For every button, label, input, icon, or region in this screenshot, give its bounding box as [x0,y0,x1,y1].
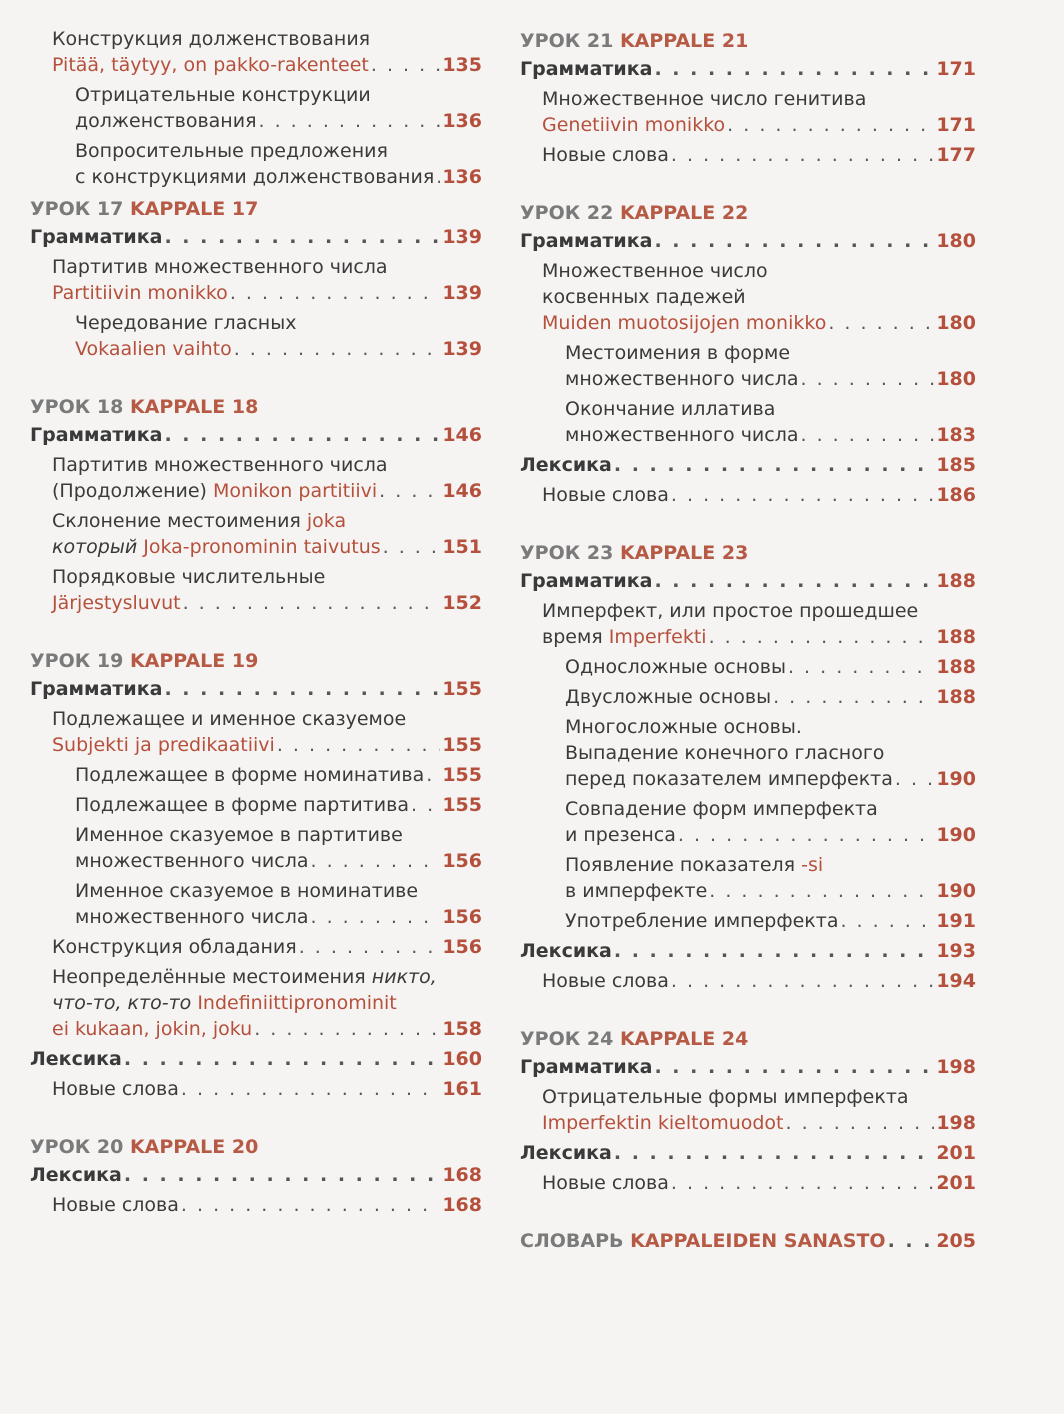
leader-dots [895,766,934,792]
leader-dots [788,654,934,680]
toc-text: УРОК 17 [30,198,124,220]
leader-dots [426,762,440,788]
page-number: 188 [936,686,976,708]
leader-dots [371,52,440,78]
page-number: 201 [936,1142,976,1164]
toc-text: Появление показателя [565,854,796,876]
toc-text: и презенса [565,824,676,846]
toc-text: KAPPALE 20 [129,1136,259,1158]
toc-text: Партитив множественного числа [52,454,388,476]
toc-entry[interactable] [520,340,976,392]
leader-dots [727,112,934,138]
toc-text: Грамматика [30,424,163,446]
toc-entry[interactable] [520,654,976,680]
page-number: 180 [936,368,976,390]
toc-text: joka [306,510,347,532]
toc-text: множественного числа [565,424,799,446]
page-number: 180 [936,312,976,334]
toc-text: Лексика [30,1164,122,1186]
page-number: 190 [936,768,976,790]
page-number: 205 [936,1230,976,1252]
toc-text: Подлежащее в форме партитива [75,794,409,816]
toc-text: KAPPALE 21 [619,30,749,52]
toc-text: Imperfektin kieltomuodot [542,1112,784,1134]
toc-entry[interactable] [30,1162,482,1188]
page-number: 171 [936,58,976,80]
leader-dots [311,848,441,874]
toc-entry[interactable] [30,1046,482,1072]
toc-text: в имперфекте [565,880,708,902]
toc-text: с конструкциями долженствования [75,166,435,188]
toc-text: УРОК 24 [520,1028,614,1050]
page-number: 186 [936,484,976,506]
toc-text: множественного числа [565,368,799,390]
toc-text: Именное сказуемое в партитиве [75,824,403,846]
leader-dots [436,164,440,190]
page-number: 185 [936,454,976,476]
page-number: 155 [442,764,482,786]
leader-dots [709,624,935,650]
toc-text: Лексика [520,940,612,962]
toc-text: KAPPALE 18 [129,396,259,418]
page-number: 156 [442,906,482,928]
toc-entry[interactable] [520,684,976,710]
toc-text: Грамматика [30,678,163,700]
leader-dots [654,228,934,254]
page-number: 190 [936,824,976,846]
toc-text: Отрицательные конструкции [75,84,371,106]
toc-text: Грамматика [520,230,653,252]
page-number: 201 [936,1172,976,1194]
toc-right-column [520,26,976,1256]
toc-entry[interactable] [30,934,482,960]
page-number: 171 [936,114,976,136]
toc-entry[interactable] [30,1076,482,1102]
toc-entry[interactable] [520,86,976,138]
page-number: 160 [442,1048,482,1070]
toc-text: никто, [371,966,437,988]
toc-text: Местоимения в форме [565,342,791,364]
toc-text: Лексика [520,454,612,476]
leader-dots [383,534,441,560]
toc-entry[interactable] [30,82,482,134]
leader-dots [671,482,934,508]
page-number: 135 [442,54,482,76]
toc-entry[interactable] [520,452,976,478]
leader-dots [181,1192,440,1218]
page-number: 146 [442,480,482,502]
toc-text: Подлежащее и именное сказуемое [52,708,407,730]
toc-text: Подлежащее в форме номинатива [75,764,425,786]
page-number: 198 [936,1056,976,1078]
toc-entry[interactable] [30,422,482,448]
page-number: 193 [936,940,976,962]
page-number: 190 [936,880,976,902]
leader-dots [277,732,440,758]
toc-entry[interactable] [520,228,976,254]
page-number: 156 [442,936,482,958]
toc-entry[interactable] [520,396,976,448]
leader-dots [124,1162,440,1188]
toc-text: Конструкция долженствования [52,28,371,50]
toc-entry[interactable] [520,568,976,594]
toc-text: Imperfekti [608,626,707,648]
lesson-heading[interactable] [30,646,482,676]
page-number: 158 [442,1018,482,1040]
page-number: 168 [442,1194,482,1216]
toc-text: что-то, кто-то [52,992,192,1014]
toc-text: Новые слова [542,1172,669,1194]
toc-text: УРОК 21 [520,30,614,52]
toc-text: Партитив множественного числа [52,256,388,278]
toc-text: Отрицательные формы имперфекта [542,1086,909,1108]
toc-text: Грамматика [520,58,653,80]
toc-entry[interactable] [30,964,482,1042]
toc-text: Joka-pronominin taivutus [143,536,381,558]
toc-text: KAPPALE 24 [619,1028,749,1050]
toc-text: Многосложные основы. [565,716,802,738]
leader-dots [801,422,935,448]
page-number: 139 [442,338,482,360]
toc-entry[interactable] [520,1054,976,1080]
toc-entry[interactable] [520,968,976,994]
leader-dots [840,908,934,934]
leader-dots [709,878,934,904]
toc-entry[interactable] [520,852,976,904]
page-number: 180 [936,230,976,252]
toc-entry[interactable] [520,908,976,934]
toc-text: Вопросительные предложения [75,140,388,162]
toc-text: Лексика [520,1142,612,1164]
toc-entry[interactable] [30,508,482,560]
toc-entry[interactable] [30,822,482,874]
leader-dots [671,142,934,168]
toc-text: Односложные основы [565,656,786,678]
leader-dots [379,478,440,504]
toc-text: KAPPALE 23 [619,542,749,564]
toc-text: Грамматика [520,570,653,592]
toc-text: KAPPALEIDEN SANASTO [630,1230,886,1252]
toc-entry[interactable] [520,714,976,792]
toc-text: Множественное число генитива [542,88,867,110]
toc-text: Именное сказуемое в номинативе [75,880,419,902]
page-number: 152 [442,592,482,614]
toc-text: который [52,536,138,558]
toc-entry[interactable] [30,792,482,818]
toc-text: Грамматика [520,1056,653,1078]
page-number: 151 [442,536,482,558]
page-number: 177 [936,144,976,166]
toc-text: Окончание иллатива [565,398,776,420]
toc-entry[interactable] [30,26,482,78]
lesson-heading[interactable] [520,538,976,568]
toc-entry[interactable] [30,1192,482,1218]
toc-text: Конструкция обладания [52,936,297,958]
toc-text: Множественное число [542,260,768,282]
leader-dots [614,452,934,478]
toc-entry[interactable] [520,938,976,964]
toc-text: Subjekti ja predikaatiivi [52,734,275,756]
toc-text: Indefiniittipronominit [197,992,397,1014]
toc-text: Новые слова [52,1194,179,1216]
leader-dots [671,1170,934,1196]
toc-text: Двусложные основы [565,686,772,708]
page-number: 146 [442,424,482,446]
toc-text: ei kukaan, jokin, joku [52,1018,253,1040]
lesson-heading[interactable] [520,198,976,228]
toc-entry[interactable] [30,138,482,190]
toc-text: УРОК 22 [520,202,614,224]
toc-text: Грамматика [30,226,163,248]
toc-text: Новые слова [52,1078,179,1100]
lesson-heading[interactable] [520,26,976,56]
toc-entry[interactable] [520,796,976,848]
toc-entry[interactable] [30,706,482,758]
toc-entry[interactable] [30,254,482,306]
leader-dots [786,1110,935,1136]
toc-entry[interactable] [30,310,482,362]
toc-text: Неопределённые местоимения [52,966,366,988]
page-number: 161 [442,1078,482,1100]
leader-dots [234,336,441,362]
toc-text: Vokaalien vaihto [75,338,232,360]
toc-entry[interactable] [520,142,976,168]
lesson-heading[interactable] [30,1132,482,1162]
page-number: 188 [936,656,976,678]
toc-text: Pitää, täytyy, on pakko-rakenteet [52,54,369,76]
toc-text: -si [801,854,824,876]
leader-dots [654,568,934,594]
toc-text: УРОК 19 [30,650,124,672]
page-number: 194 [936,970,976,992]
toc-text: долженствования [75,110,257,132]
toc-text: Имперфект, или простое прошедшее [542,600,919,622]
toc-text: Järjestysluvut [52,592,181,614]
page-number: 168 [442,1164,482,1186]
leader-dots [181,1076,440,1102]
toc-text: KAPPALE 19 [129,650,259,672]
leader-dots [259,108,441,134]
toc-text: Monikon partitiivi [213,480,378,502]
toc-entry[interactable] [30,224,482,250]
leader-dots [164,676,440,702]
toc-text: УРОК 20 [30,1136,124,1158]
toc-text: Выпадение конечного гласного [565,742,885,764]
page-number: 155 [442,678,482,700]
page-number: 155 [442,794,482,816]
toc-text: УРОК 18 [30,396,124,418]
page-number: 136 [442,110,482,132]
page-number: 136 [442,166,482,188]
leader-dots [828,310,934,336]
toc-text: множественного числа [75,850,309,872]
toc-text: Склонение местоимения [52,510,301,532]
leader-dots [254,1016,440,1042]
toc-text: KAPPALE 22 [619,202,749,224]
toc-text: Новые слова [542,970,669,992]
lesson-heading[interactable] [30,392,482,422]
toc-text: Genetiivin monikko [542,114,726,136]
leader-dots [654,56,934,82]
toc-text: перед показателем имперфекта [565,768,893,790]
leader-dots [614,938,934,964]
toc-entry[interactable] [520,1140,976,1166]
toc-text: СЛОВАРЬ [520,1230,624,1252]
leader-dots [411,792,440,818]
leader-dots [773,684,934,710]
toc-entry[interactable] [30,564,482,616]
page-number: 155 [442,734,482,756]
toc-text: KAPPALE 17 [129,198,259,220]
toc-text: (Продолжение) [52,480,207,502]
dictionary-heading[interactable] [520,1226,976,1256]
toc-entry[interactable] [30,762,482,788]
toc-entry[interactable] [30,878,482,930]
toc-text: УРОК 23 [520,542,614,564]
toc-text: Новые слова [542,144,669,166]
toc-text: косвенных падежей [542,286,746,308]
toc-left-column [30,26,482,1222]
leader-dots [124,1046,440,1072]
leader-dots [164,422,440,448]
toc-text: Partitiivin monikko [52,282,228,304]
toc-text: Порядковые числительные [52,566,326,588]
leader-dots [230,280,441,306]
toc-text: Лексика [30,1048,122,1070]
leader-dots [654,1054,934,1080]
page-number: 156 [442,850,482,872]
toc-entry[interactable] [30,452,482,504]
toc-entry[interactable] [520,1170,976,1196]
page-number: 139 [442,282,482,304]
lesson-heading[interactable] [520,1024,976,1054]
toc-text: Muiden muotosijojen monikko [542,312,827,334]
leader-dots [888,1226,935,1256]
page-number: 198 [936,1112,976,1134]
toc-text: Употребление имперфекта [565,910,839,932]
toc-text: время [542,626,603,648]
toc-entry[interactable] [30,676,482,702]
page-number: 139 [442,226,482,248]
page-number: 183 [936,424,976,446]
leader-dots [678,822,934,848]
page-number: 188 [936,626,976,648]
toc-text: Чередование гласных [75,312,297,334]
toc-entry[interactable] [520,258,976,336]
page-number: 188 [936,570,976,592]
toc-entry[interactable] [520,1084,976,1136]
leader-dots [164,224,440,250]
toc-entry[interactable] [520,598,976,650]
toc-text: Совпадение форм имперфекта [565,798,878,820]
toc-entry[interactable] [520,482,976,508]
leader-dots [614,1140,934,1166]
lesson-heading[interactable] [30,194,482,224]
leader-dots [183,590,441,616]
leader-dots [311,904,441,930]
leader-dots [801,366,935,392]
leader-dots [671,968,934,994]
toc-text: множественного числа [75,906,309,928]
toc-entry[interactable] [520,56,976,82]
page-number: 191 [936,910,976,932]
leader-dots [299,934,441,960]
toc-text: Новые слова [542,484,669,506]
